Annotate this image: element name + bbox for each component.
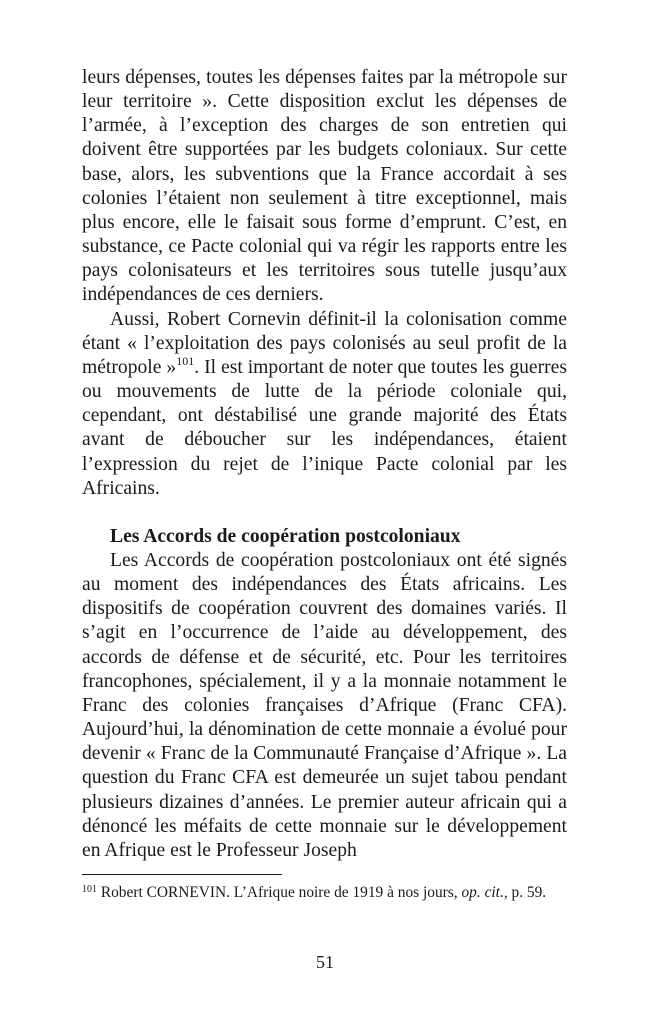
page-number: 51 <box>316 952 334 972</box>
footnote-reference[interactable]: 101 <box>176 353 195 368</box>
paragraph-2-text-b: . Il est important de noter que toutes les guerres ou mouvements de lutte de la période coloniale qui, cependant, ont déstabilisé une grande majorité des États avant de déboucher sur les indépendances, étaient l’expression du rejet de l’inique Pacte colonial par les Africains. <box>82 356 567 499</box>
footnote-text-b: , p. 59. <box>503 884 547 901</box>
footnote-italic: op. cit. <box>461 884 504 901</box>
footnote <box>82 882 567 904</box>
footnote-text-a: Robert CORNEVIN. L’Afrique noire de 1919 à nos jours, <box>97 884 462 901</box>
footnote-number: 101 <box>82 884 97 895</box>
paragraph-3: Les Accords de coopération postcoloniaux ont été signés au moment des indépendances des États africains. Les dispositifs de coopération couvrent des domaines variés. Il s’agit en l’occurrence de l’aide au développement, des accords de défense et de sécurité, etc. Pour les territoires francophones, spécialement, il y a la monnaie notamment le Franc des colonies françaises d’Afrique (Franc CFA). Aujourd’hui, la dénomination de cette monnaie a évolué pour devenir « Franc de la Communauté Française d’Afrique ». La question du Franc CFA est demeurée un sujet tabou pendant plusieurs dizaines d’années. Le premier auteur africain qui a dénoncé les méfaits de cette monnaie sur le développement en Afrique est le Professeur Joseph <box>82 549 567 861</box>
paragraph-2-text-a: Aussi, Robert Cornevin définit-il la colonisation comme étant « l’exploitation des pays colonisés au seul profit de la métropole » <box>82 308 567 378</box>
paragraph-1: leurs dépenses, toutes les dépenses faites par la métropole sur leur territoire ». Cette disposition exclut les dépenses de l’armée, à l’exception des charges de son entretien qui doivent être supportées par les budgets coloniaux. Sur cette base, alors, les subventions que la France accordait à ses colonies l’étaient non seulement à titre exceptionnel, mais plus encore, elle le faisait sous forme d’emprunt. C’est, en substance, ce Pacte colonial qui va régir les rapports entre les pays colonisateurs et les territoires sous tutelle jusqu’aux indépendances de ces derniers. <box>82 67 567 306</box>
section-heading: Les Accords de coopération postcoloniaux <box>110 525 461 547</box>
footnote-separator <box>82 874 282 875</box>
body-text <box>82 66 567 863</box>
paragraph-2 <box>82 308 567 501</box>
